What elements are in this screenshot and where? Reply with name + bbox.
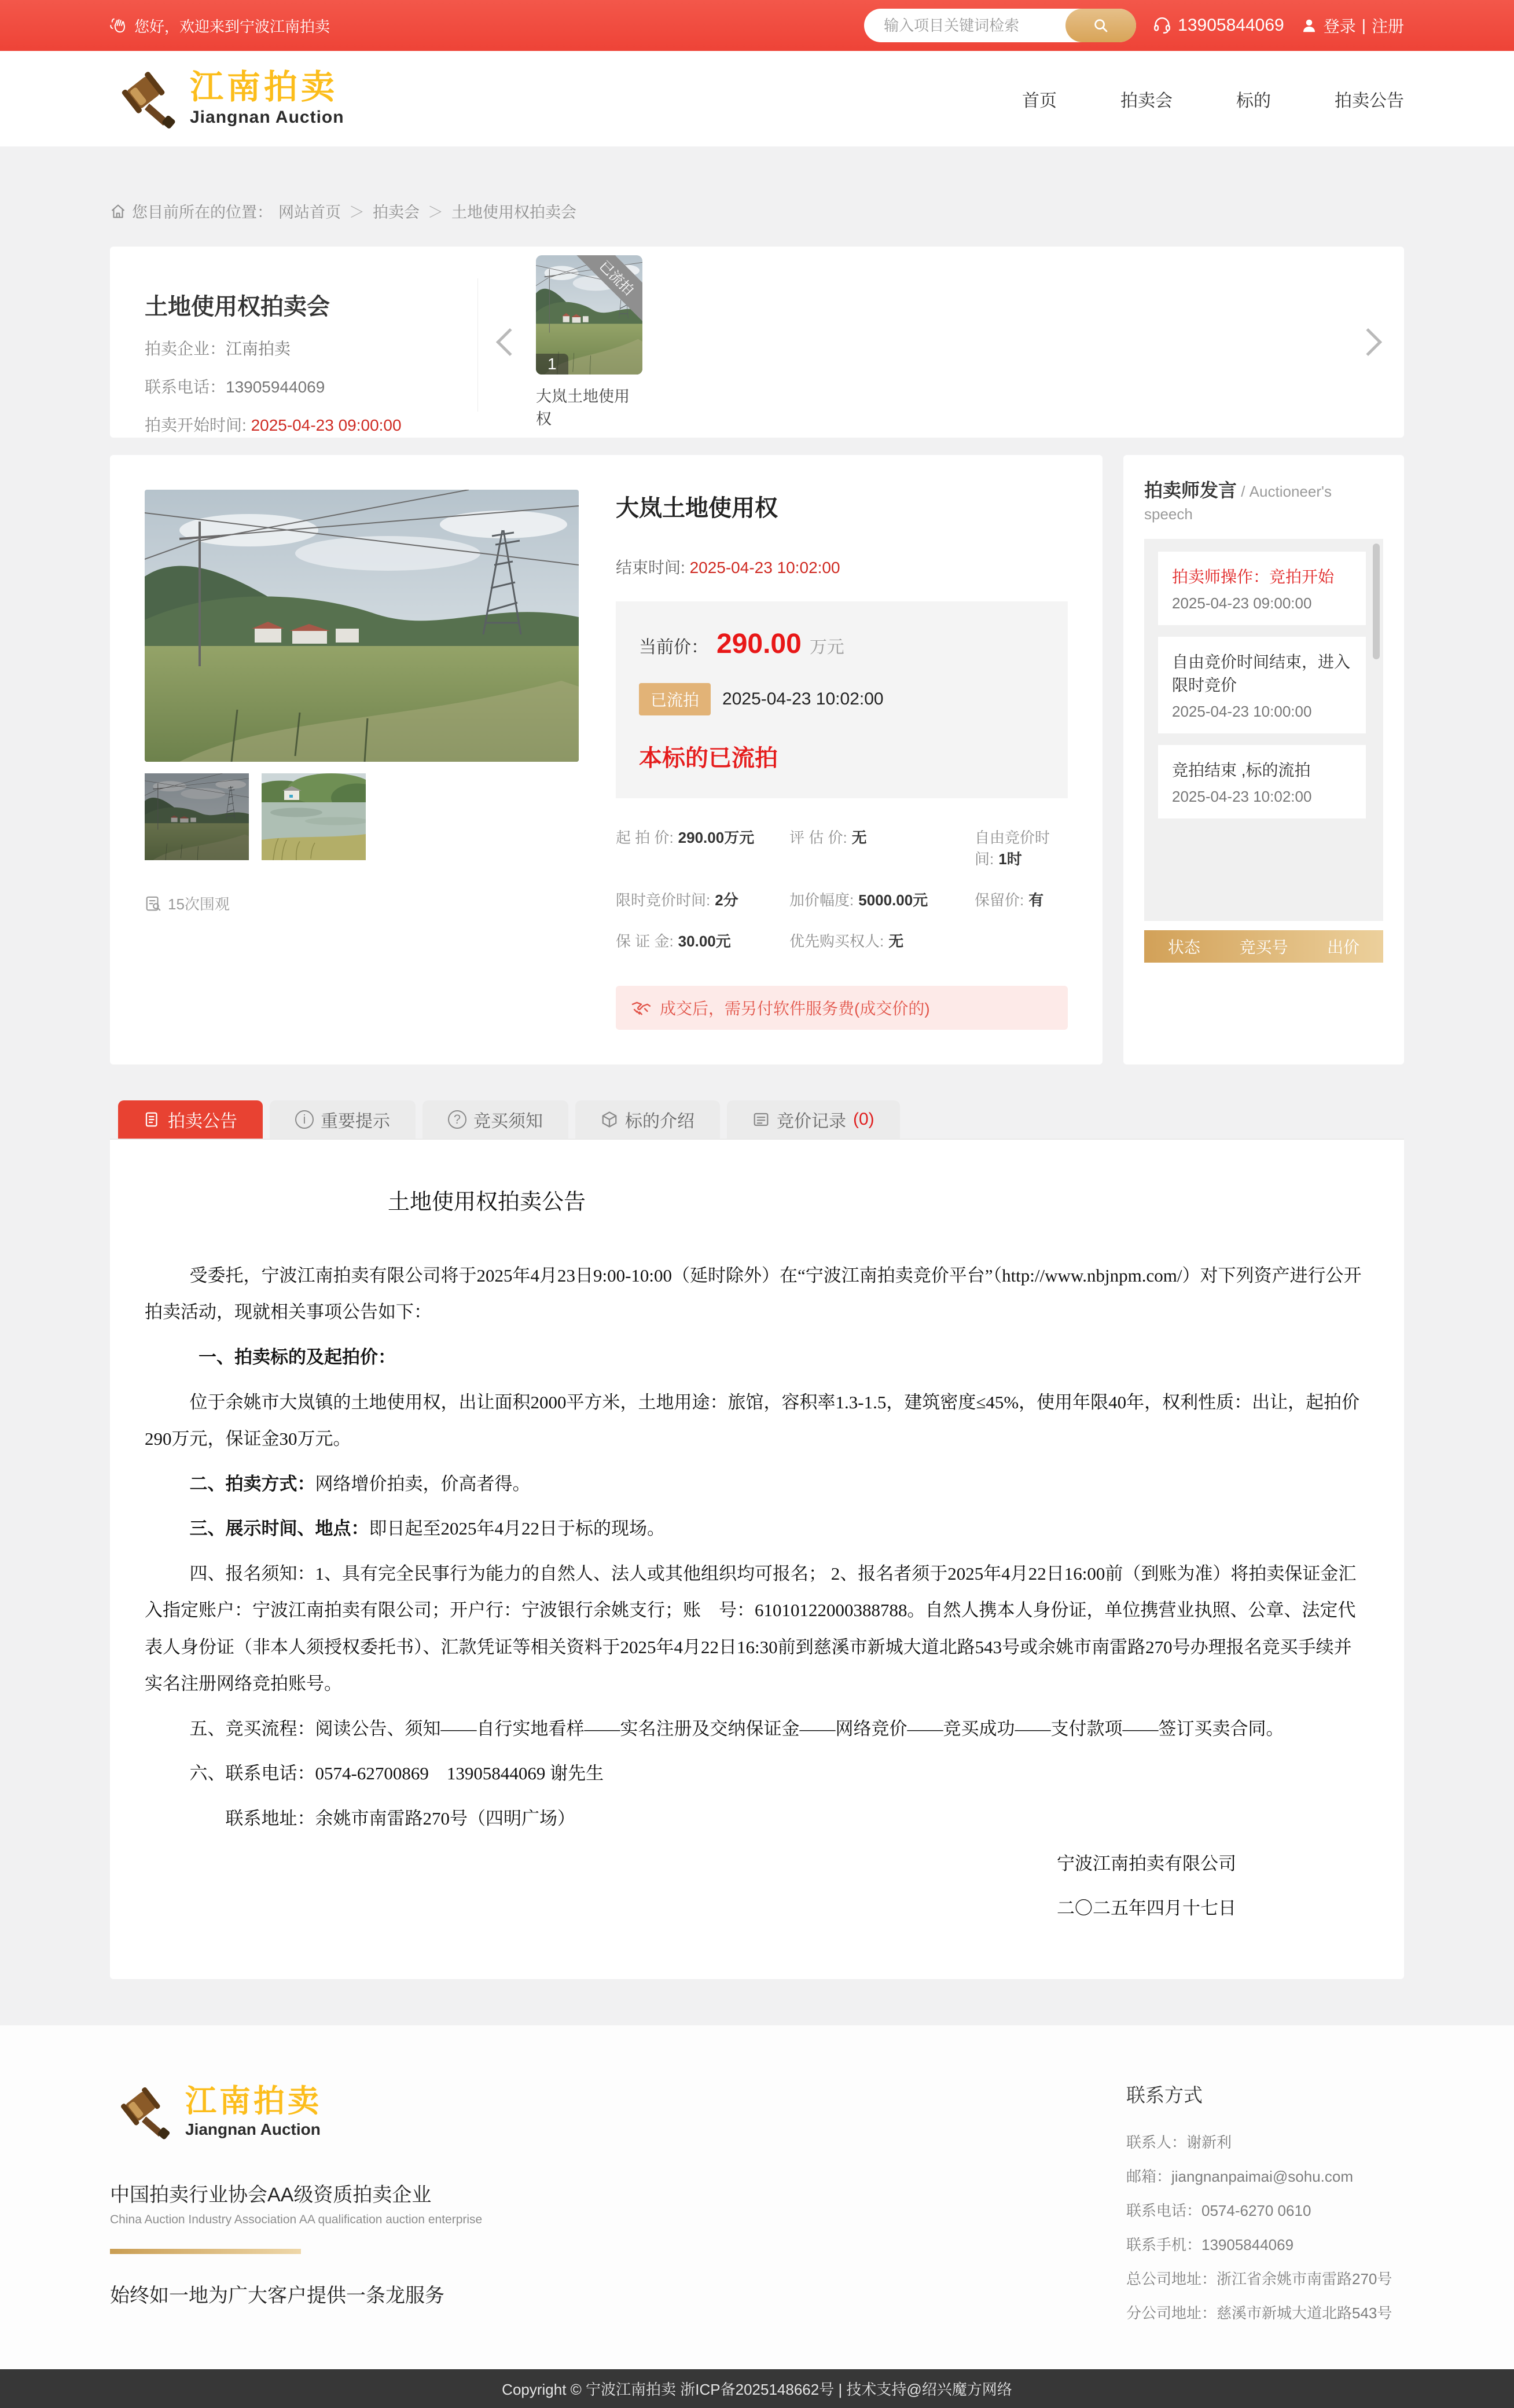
- nav-item-announcements[interactable]: 拍卖公告: [1335, 91, 1404, 111]
- tab-announcement[interactable]: 拍卖公告: [118, 1100, 263, 1139]
- cube-icon: [601, 1111, 618, 1128]
- session-phone: 联系电话：13905944069: [145, 378, 325, 396]
- info-icon: i: [295, 1110, 314, 1129]
- speech-message: 竞拍结束 ,标的流拍 2025-04-23 10:02:00: [1158, 745, 1366, 818]
- bid-col-price: 出价: [1327, 938, 1360, 956]
- login-link[interactable]: 登录: [1323, 17, 1356, 35]
- announcement-section-1-label: 一、拍卖标的及起拍价：: [199, 1346, 396, 1367]
- footer-divider: [110, 2249, 301, 2254]
- carousel-lot-image[interactable]: [536, 255, 642, 375]
- lot-fields: [616, 826, 1068, 951]
- carousel-caption: 大岚土地使用权: [536, 388, 630, 428]
- field-reserve-price: 保留价: 有: [975, 891, 1044, 909]
- speech-scrollbar[interactable]: [1373, 544, 1380, 659]
- bid-col-status: 状态: [1167, 938, 1200, 956]
- announcement-section-3: 三、展示时间、地点：即日起至2025年4月22日于标的现场。: [189, 1518, 665, 1539]
- status-badge: 已流拍: [639, 683, 711, 715]
- footer-logo: [110, 2080, 631, 2144]
- gavel-logo-icon: [110, 2080, 174, 2144]
- headset-icon: [1152, 16, 1172, 35]
- lot-photo-large: [145, 490, 579, 762]
- photo-thumb-2[interactable]: [262, 773, 366, 860]
- lot-detail-card: [110, 455, 1103, 1064]
- field-limited-bid-time: 限时竞价时间: 2分: [616, 891, 738, 909]
- auth-divider: |: [1361, 16, 1366, 34]
- announcement-date: 二〇二五年四月十七日: [1057, 1898, 1236, 1919]
- passed-ribbon: 已流拍: [569, 255, 642, 325]
- session-company: 拍卖企业：江南拍卖: [145, 340, 291, 358]
- lot-title: 大岚土地使用权: [616, 495, 778, 521]
- tab-bidding-instructions[interactable]: ? 竞买须知: [422, 1100, 568, 1139]
- announcement-signature: 宁波江南拍卖有限公司: [1057, 1853, 1236, 1874]
- bid-col-bidder: 竞买号: [1239, 938, 1288, 956]
- current-price-label: 当前价：: [639, 638, 708, 657]
- announcement-section-1-body: 位于余姚市大岚镇的土地使用权，出让面积2000平方米，土地用途：旅馆，容积率1.3-1.5，建筑密度≤45%，使用年限40年，权利性质：出让，起拍价290万元，保证金30万元。: [145, 1392, 1360, 1449]
- views-icon: [145, 895, 162, 912]
- footer-association-en: China Auction Industry Association AA qualification auction enterprise: [110, 2212, 483, 2226]
- field-appraisal-price: 评 估 价: 无: [789, 829, 867, 846]
- field-free-bid-time: 自由竞价时间: 1时: [975, 829, 1050, 868]
- field-increment: 加价幅度: 5000.00元: [789, 891, 928, 909]
- bid-records-count: (0): [853, 1110, 874, 1129]
- gavel-logo-icon: [110, 64, 179, 134]
- contact-title: 联系方式: [1126, 2084, 1203, 2106]
- nav-item-home[interactable]: 首页: [1022, 91, 1057, 111]
- nav-item-auctions[interactable]: 拍卖会: [1120, 91, 1173, 111]
- announcement-title: 土地使用权拍卖公告: [388, 1190, 586, 1214]
- logo-text-cn: 江南拍卖: [190, 68, 339, 106]
- hotline: [1152, 16, 1284, 35]
- announcement-panel: [110, 1140, 1404, 1979]
- bid-table-header: [1144, 930, 1383, 963]
- status-time: 2025-04-23 10:02:00: [722, 689, 884, 709]
- announcement-section-6: 六、联系电话：0574-62700869 13905844069 谢先生: [189, 1763, 604, 1784]
- footer-association: 中国拍卖行业协会AA级资质拍卖企业: [110, 2183, 432, 2206]
- search-box: [864, 9, 1136, 42]
- passed-notice: 本标的已流拍: [639, 746, 778, 771]
- session-title: 土地使用权拍卖会: [145, 294, 330, 320]
- carousel-next-button[interactable]: [1354, 328, 1382, 356]
- site-header: [0, 51, 1514, 146]
- breadcrumb-auctions[interactable]: 拍卖会: [373, 204, 420, 221]
- wave-hand-icon: [110, 17, 127, 34]
- register-link[interactable]: 注册: [1371, 17, 1404, 35]
- logo-text-en: Jiangnan Auction: [190, 107, 344, 127]
- field-deposit: 保 证 金: 30.00元: [616, 933, 731, 950]
- speech-message: 自由竞价时间结束，进入限时竞价 2025-04-23 10:00:00: [1158, 637, 1366, 733]
- home-icon: [110, 203, 126, 219]
- contact-branch-address: 分公司地址：慈溪市新城大道北路543号: [1126, 2304, 1392, 2322]
- main-nav: [1022, 86, 1404, 112]
- footer-logo-en: Jiangnan Auction: [185, 2120, 321, 2138]
- current-price-value: 290.00: [716, 629, 802, 659]
- list-icon: [752, 1111, 770, 1128]
- auction-session-card: [110, 247, 1404, 438]
- handshake-icon: [631, 997, 652, 1018]
- speech-title: 拍卖师发言 / Auctioneer's speech: [1144, 480, 1332, 523]
- footer-slogan: 始终如一地为广大客户提供一条龙服务: [110, 2284, 444, 2307]
- welcome-message: 您好，欢迎来到宁波江南拍卖: [110, 15, 330, 36]
- announcement-section-2: 二、拍卖方式：网络增价拍卖，价高者得。: [189, 1473, 531, 1494]
- breadcrumb-prefix: 您目前所在的位置：: [132, 204, 273, 221]
- nav-item-lots[interactable]: 标的: [1236, 91, 1271, 111]
- lot-carousel: [478, 247, 1404, 438]
- search-button[interactable]: [1065, 9, 1136, 42]
- field-start-price: 起 拍 价: 290.00万元: [616, 829, 755, 846]
- fee-notice: 成交后，需另付软件服务费(成交价的): [616, 986, 1068, 1030]
- speech-panel: [1144, 539, 1383, 921]
- breadcrumb-home[interactable]: 网站首页: [278, 204, 341, 221]
- breadcrumb-separator: ＞: [349, 204, 365, 221]
- site-logo: [110, 64, 344, 134]
- contact-mobile: 联系手机：13905844069: [1126, 2236, 1294, 2253]
- current-price-unit: 万元: [809, 638, 844, 657]
- announcement-address: 联系地址：余姚市南雷路270号（四明广场）: [225, 1808, 575, 1829]
- tab-bid-records[interactable]: 竞价记录 (0): [727, 1100, 900, 1139]
- tab-lot-introduction[interactable]: 标的介绍: [575, 1100, 720, 1139]
- tab-important-notes[interactable]: i 重要提示: [270, 1100, 416, 1139]
- view-count: 15次围观: [145, 893, 579, 914]
- user-icon: [1300, 17, 1318, 34]
- contact-phone: 联系电话：0574-6270 0610: [1126, 2201, 1311, 2219]
- field-priority-buyer: 优先购买权人: 无: [789, 933, 904, 950]
- copyright-text: Copyright © 宁波江南拍卖 浙ICP备2025148662号 | 技术支持@绍兴魔方网络: [502, 2380, 1012, 2398]
- hotline-number: 13905844069: [1178, 16, 1284, 35]
- breadcrumb-separator: ＞: [428, 204, 443, 221]
- photo-thumb-1[interactable]: [145, 773, 249, 860]
- announcement-icon: [144, 1111, 161, 1128]
- site-footer: [0, 2025, 1514, 2369]
- carousel-prev-button[interactable]: [496, 328, 524, 356]
- copyright-bar: [0, 2369, 1514, 2408]
- lot-index-badge: 1: [536, 354, 568, 375]
- topbar: [0, 0, 1514, 51]
- contact-hq-address: 总公司地址：浙江省余姚市南雷路270号: [1126, 2270, 1392, 2288]
- auctioneer-speech-card: [1123, 455, 1404, 1064]
- search-icon: [1092, 17, 1109, 34]
- announcement-section-5: 五、竞买流程：阅读公告、须知——自行实地看样——实名注册及交纳保证金——网络竞价——竞买成功——支付款项——签订买卖合同。: [189, 1718, 1284, 1739]
- footer-logo-cn: 江南拍卖: [185, 2083, 322, 2119]
- breadcrumb-current: 土地使用权拍卖会: [451, 204, 576, 221]
- speech-message: 拍卖师操作：竞拍开始 2025-04-23 09:00:00: [1158, 552, 1366, 625]
- question-icon: ?: [448, 1110, 466, 1129]
- lot-end-time: 结束时间: 2025-04-23 10:02:00: [616, 559, 840, 577]
- breadcrumb: [110, 146, 1404, 222]
- session-start-time: 拍卖开始时间: 2025-04-23 09:00:00: [145, 416, 402, 434]
- price-box: [616, 601, 1068, 798]
- detail-tabs: [110, 1100, 1404, 1140]
- announcement-paragraph: 受委托，宁波江南拍卖有限公司将于2025年4月23日9:00-10:00（延时除外）在“宁波江南拍卖竞价平台”（http://www.nbjnpm.com/）对下列资产进行公开拍卖活动，现就相关事项公告如下：: [145, 1265, 1362, 1323]
- contact-person: 联系人：谢新利: [1126, 2133, 1232, 2151]
- lot-main-photo: [145, 490, 579, 762]
- contact-email: 邮箱：jiangnanpaimai@sohu.com: [1126, 2167, 1354, 2185]
- announcement-section-4: 四、报名须知：1、具有完全民事行为能力的自然人、法人或其他组织均可报名； 2、报名者须于2025年4月22日16:00前（到账为准）将拍卖保证金汇入指定账户：宁波江南拍卖有限公司；开户行：宁波银行余姚支行；账 号：61010122000388788。自然人携本人身份证，单位携营业执照、公章、法定代表人身份证（非本人须授权委托书）、汇款凭证等相关资料于2025年4月22日16:30前到慈溪市新城大道北路543号或余姚市南雷路270号办理报名竞买手续并实名注册网络竞拍账号。: [145, 1563, 1357, 1694]
